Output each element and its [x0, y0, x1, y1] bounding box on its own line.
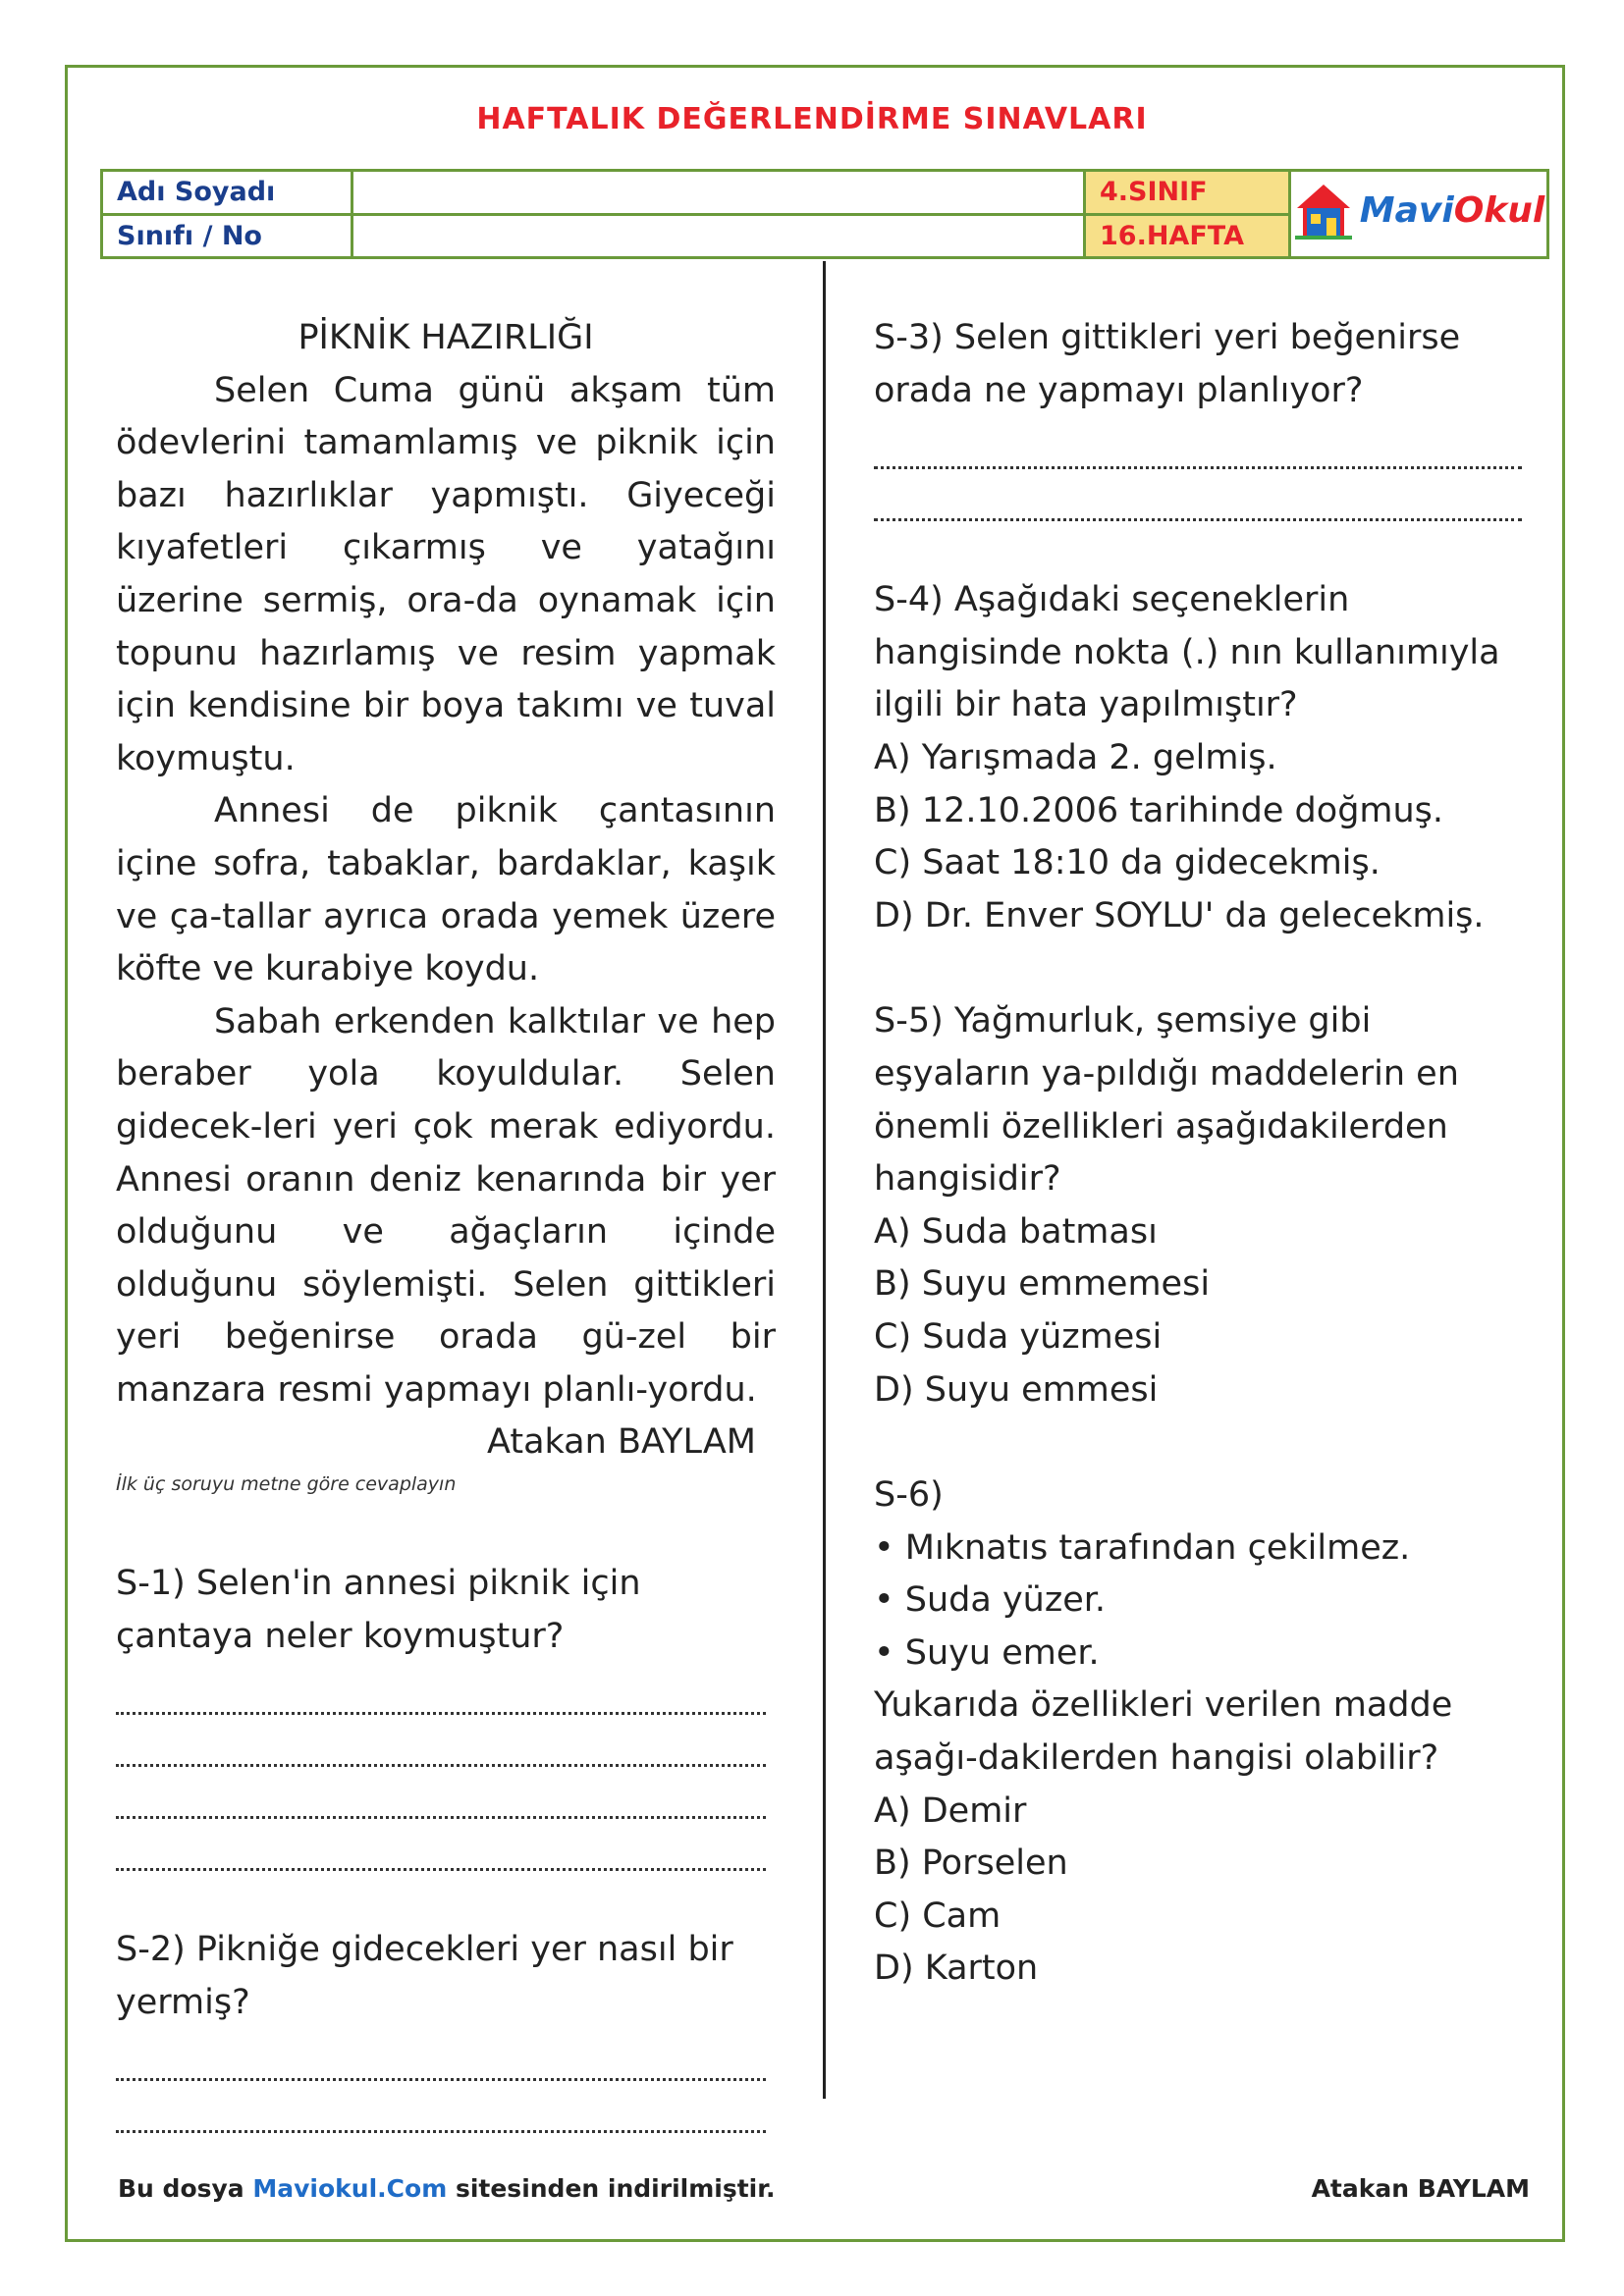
answer-line[interactable] — [116, 1715, 766, 1767]
property-item: • Mıknatıs tarafından çekilmez. — [874, 1527, 1411, 1568]
answer-line[interactable] — [116, 1663, 766, 1715]
property-item: • Suyu emer. — [874, 1632, 1100, 1673]
question-2: S-2) Pikniğe gidecekleri yer nasıl bir yermiş? — [116, 1930, 733, 2022]
property-item: • Suda yüzer. — [874, 1580, 1107, 1621]
question-4: S-4) Aşağıdaki seçeneklerin hangisinde nokta (.) nın kullanımıyla ilgili bir hata yapılmıştır? — [874, 580, 1500, 725]
logo — [1290, 171, 1548, 258]
week-badge: 16.HAFTA — [1085, 214, 1290, 258]
footer-author: Atakan BAYLAM — [1311, 2174, 1530, 2203]
student-info-table — [100, 169, 1549, 259]
story-paragraph: Selen Cuma günü akşam tüm ödevlerini tamamlamış ve piknik için bazı hazırlıklar yapmıştı. Giyeceği kıyafetleri çıkarmış ve yatağını üzerine sermiş, ora-da oynamak için topunu hazırlamış ve resim yapmak için kendisine bir boya takımı ve tuval koymuştu. — [116, 370, 776, 778]
column-divider — [823, 261, 826, 2099]
question-6-label: S-6) — [874, 1475, 944, 1516]
option-c[interactable]: C) Suda yüzmesi — [874, 1316, 1163, 1357]
house-icon — [1293, 181, 1354, 241]
answer-line[interactable] — [116, 2029, 766, 2081]
story-title: PİKNİK HAZIRLIĞI — [298, 318, 594, 357]
question-3: S-3) Selen gittikleri yeri beğenirse orada ne yapmayı planlıyor? — [874, 318, 1461, 410]
right-column — [874, 312, 1532, 1996]
site-link[interactable]: Maviokul.Com — [252, 2174, 448, 2203]
answer-line[interactable] — [116, 2081, 766, 2133]
logo-text: MaviOkul — [1359, 190, 1545, 231]
story-text — [116, 365, 776, 1417]
option-c[interactable]: C) Cam — [874, 1896, 1001, 1936]
story-paragraph: Annesi de piknik çantasının içine sofra, tabaklar, bardaklar, kaşık ve ça-tallar ayrıca orada yemek üzere köfte ve kurabiye koydu. — [116, 791, 776, 989]
option-d[interactable]: D) Karton — [874, 1949, 1039, 1989]
instruction-text: İlk üç soruyu metne göre cevaplayın — [116, 1473, 457, 1496]
name-label: Adı Soyadı — [102, 171, 352, 215]
option-b[interactable]: B) 12.10.2006 tarihinde doğmuş. — [874, 790, 1444, 830]
question-1: S-1) Selen'in annesi piknik için çantaya neler koymuştur? — [116, 1564, 641, 1656]
option-a[interactable]: A) Demir — [874, 1790, 1027, 1831]
question-6: Yukarıda özellikleri verilen madde aşağı-dakilerden hangisi olabilir? — [874, 1685, 1453, 1779]
class-field[interactable] — [352, 214, 1085, 258]
option-b[interactable]: B) Suyu emmemesi — [874, 1264, 1211, 1305]
answer-line[interactable] — [116, 1767, 766, 1819]
name-field[interactable] — [352, 171, 1085, 215]
answer-line[interactable] — [116, 1819, 766, 1871]
footer-source: Bu dosya Maviokul.Com sitesinden indirilmiştir. — [118, 2174, 776, 2203]
left-column — [116, 312, 776, 2133]
answer-line[interactable] — [874, 417, 1522, 469]
question-5: S-5) Yağmurluk, şemsiye gibi eşyaların ya-pıldığı maddelerin en önemli özellikleri aşağıdakilerden hangisidir? — [874, 1001, 1459, 1200]
answer-line[interactable] — [874, 469, 1522, 521]
option-c[interactable]: C) Saat 18:10 da gidecekmiş. — [874, 843, 1380, 883]
option-d[interactable]: D) Suyu emmesi — [874, 1369, 1159, 1410]
story-paragraph: Sabah erkenden kalktılar ve hep beraber yola koyuldular. Selen gidecek-leri yeri çok merak ediyordu. Annesi oranın deniz kenarında bir yer olduğunu ve ağaçların içinde olduğunu söylemişti. Selen gittikleri yeri beğenirse orada gü-zel bir manzara resmi yapmayı planlı-yordu. — [116, 1001, 776, 1410]
option-a[interactable]: A) Yarışmada 2. gelmiş. — [874, 737, 1277, 777]
option-a[interactable]: A) Suda batması — [874, 1211, 1158, 1252]
option-d[interactable]: D) Dr. Enver SOYLU' da gelecekmiş. — [874, 895, 1485, 935]
page-title: HAFTALIK DEĞERLENDİRME SINAVLARI — [476, 102, 1148, 136]
option-b[interactable]: B) Porselen — [874, 1843, 1068, 1884]
grade-badge: 4.SINIF — [1085, 171, 1290, 215]
story-author: Atakan BAYLAM — [487, 1422, 756, 1463]
class-label: Sınıfı / No — [102, 214, 352, 258]
